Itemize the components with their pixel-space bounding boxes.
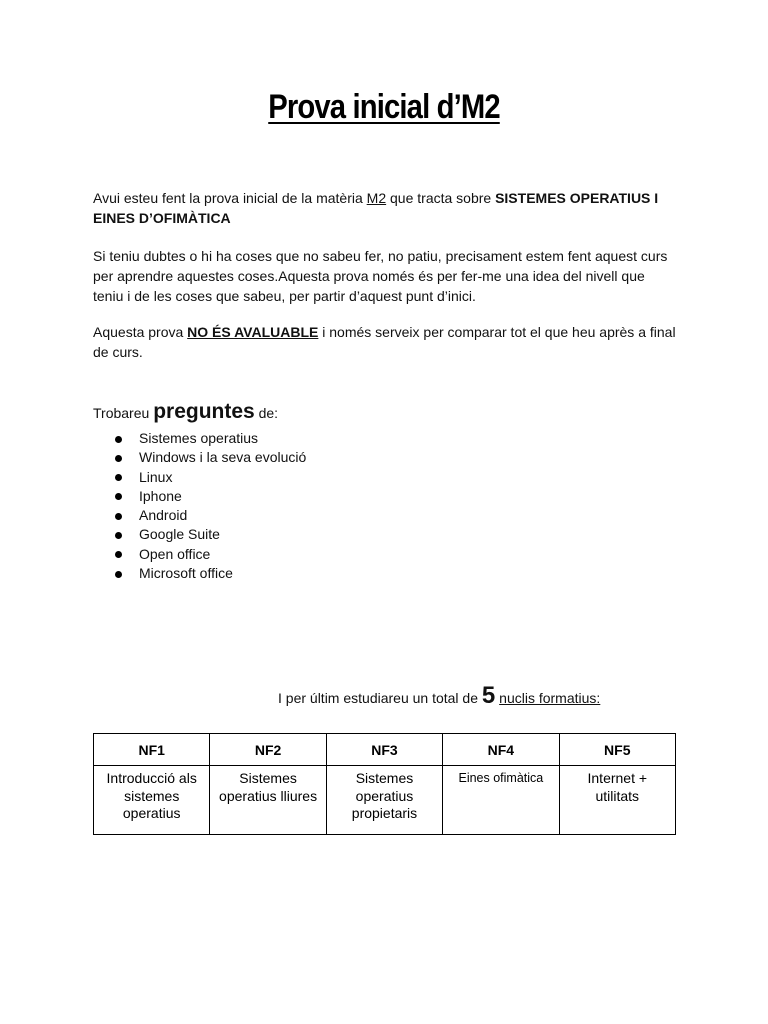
modules-count: 5 (481, 682, 496, 709)
topic-label: Sistemes operatius (139, 430, 259, 446)
subject-topic: SISTEMES OPERATIUS I EINES D’OFIMÀTICA (93, 190, 659, 226)
bullet-icon (115, 551, 122, 558)
table-cell: Eines ofimàtica (443, 766, 559, 835)
list-item (115, 429, 306, 448)
subject-name: M2 (366, 190, 387, 206)
table-header-cell: NF3 (326, 734, 442, 766)
table-header-cell: NF1 (94, 734, 210, 766)
summary-text-before: I per últim estudiareu un total de (278, 690, 482, 706)
list-item (115, 506, 306, 525)
bullet-icon (115, 474, 122, 481)
questions-intro (93, 402, 678, 423)
summary-text-after: nuclis formatius: (499, 690, 601, 706)
table-header-row (94, 734, 676, 766)
topic-label: Microsoft office (139, 565, 233, 582)
topic-label: Iphone (139, 487, 182, 504)
table-row (94, 766, 676, 835)
document-title-text: Prova inicial d’M2 (268, 88, 500, 126)
topic-label: Android (139, 507, 188, 524)
intro-paragraph (93, 188, 678, 228)
list-item (115, 487, 306, 506)
reassurance-paragraph: Si teniu dubtes o hi ha coses que no sabeu fer, no patiu, precisament estem fent aquest curs per aprendre aquestes coses.Aquesta prova només és per fer-me una idea del nivell que teniu i de les coses que sabeu, per partir d’aquest punt d’inici. (93, 248, 668, 304)
list-item (115, 448, 306, 467)
questions-intro-before: Trobareu (93, 405, 154, 421)
table-header-cell: NF4 (443, 734, 559, 766)
questions-emphasis: preguntes (153, 400, 255, 423)
table-cell: Introducció als sistemes operatius (94, 766, 210, 835)
bullet-icon (115, 436, 122, 443)
table-cell: Sistemes operatius propietaris (326, 766, 442, 835)
table-header-cell: NF2 (210, 734, 326, 766)
bullet-icon (115, 532, 122, 539)
intro-text-before: Avui esteu fent la prova inicial de la matèria (93, 190, 367, 206)
table-cell: Internet + utilitats (559, 766, 675, 835)
topics-list (115, 429, 306, 583)
questions-intro-after: de: (254, 405, 279, 421)
topic-label: Open office (139, 545, 211, 562)
evaluation-text-before: Aquesta prova (93, 324, 188, 340)
list-item (115, 545, 306, 564)
bullet-icon (115, 493, 122, 500)
topic-label: Google Suite (139, 526, 220, 543)
not-evaluable-emphasis: NO ÉS AVALUABLE (187, 324, 319, 340)
topic-label: Linux (139, 468, 173, 485)
bullet-icon (115, 513, 122, 520)
list-item (115, 525, 306, 544)
list-item (115, 468, 306, 487)
table-cell: Sistemes operatius lliures (210, 766, 326, 835)
modules-table (93, 733, 676, 835)
bullet-icon (115, 455, 122, 462)
modules-summary (278, 682, 600, 710)
topic-label: Windows i la seva evolució (139, 449, 307, 466)
bullet-icon (115, 571, 122, 578)
document-title (54, 88, 714, 127)
table-header-cell: NF5 (559, 734, 675, 766)
intro-text-middle: que tracta sobre (386, 190, 496, 206)
list-item (115, 564, 306, 583)
evaluation-text-after: i només serveix per comparar tot el que heu après a final de curs. (93, 324, 676, 360)
evaluation-paragraph (93, 322, 678, 362)
